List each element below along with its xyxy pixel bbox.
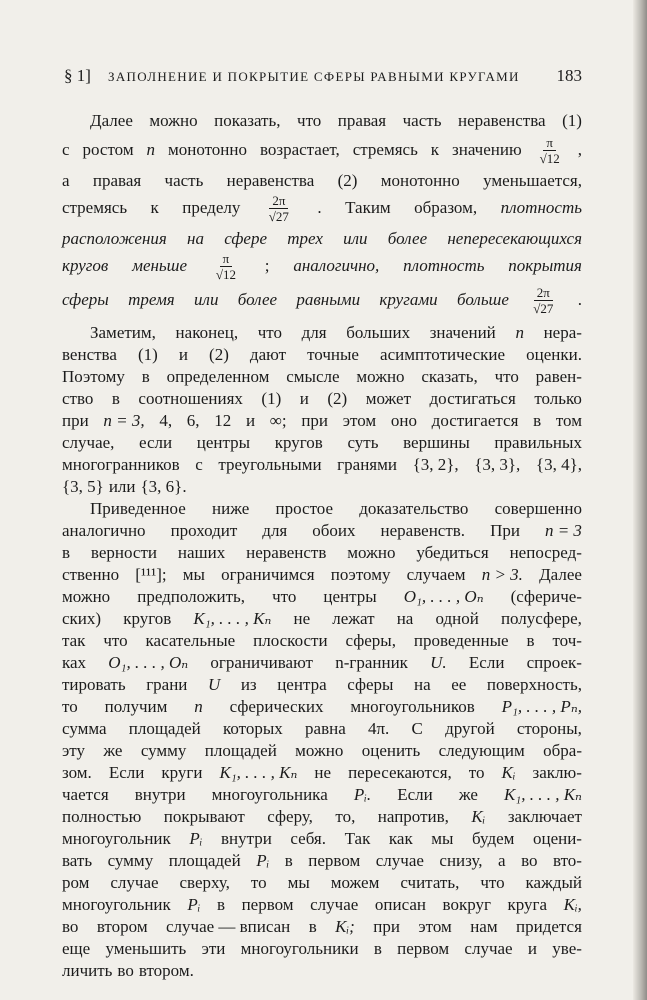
fraction-pi-sqrt12: $\frac{\pi}{√12}$ [539,134,560,166]
text-line: Далее можно показать, что правая часть неравенства (1) [90,111,582,130]
text-line: ром случае сверху, то мы можем считать, что каждый [62,873,582,892]
text-line: так что касательные плоскости сферы, проведенные в точ- [62,631,582,650]
text-line: вать сумму площадей Pᵢ в первом случае снизу, а во вто- [62,851,582,870]
text-line: личить во втором. [62,961,194,980]
text-line: эту же сумму площадей можно оценить следующим обра- [62,741,582,760]
text-line: чается внутри многоугольника Pᵢ. Если же K₁, . . . , Kₙ [62,785,582,804]
fraction-2pi-sqrt27: $\frac{2\pi}{√27}$ [533,284,554,316]
text-line: венства (1) и (2) дают точные асимптотические оценки. [62,345,582,364]
fraction-2pi-sqrt27: $\frac{2\pi}{√27}$ [268,192,289,224]
text-line: ство в соотношениях (1) и (2) может достигаться только [62,389,582,408]
text-line: то получим n сферических многоугольников P₁, . . . , Pₙ, [62,697,582,716]
text-line: многоугольник Pᵢ внутри себя. Так как мы будем оцени- [62,829,582,848]
text-line: {3, 5} или {3, 6}. [62,477,187,496]
text-line: зом. Если круги K₁, . . . , Kₙ не пересекаются, то Kᵢ заклю- [62,763,582,782]
running-title: ЗАПОЛНЕНИЕ И ПОКРЫТИЕ СФЕРЫ РАВНЫМИ КРУГАМИ [108,69,520,84]
text-line: еще уменьшить эти многоугольники в первом случае и уве- [62,939,582,958]
text-line: ках O₁, . . . , Oₙ ограничивают n-гранник U. Если спроек- [62,653,582,672]
text-line: а правая часть неравенства (2) монотонно уменьшается, [62,171,582,190]
text-line: Заметим, наконец, что для больших значений n нера- [90,323,582,342]
text-line: сумма площадей которых равна 4π. С другой стороны, [62,719,582,738]
text-line: при n = 3, 4, 6, 12 и ∞; при этом оно достигается в том [62,411,582,430]
fraction-pi-sqrt12: $\frac{\pi}{√12}$ [215,250,236,282]
text-line: многоугольник Pᵢ в первом случае описан вокруг круга Kᵢ, [62,895,582,914]
text-line: во втором случае — вписан в Kᵢ; при этом нам придется [62,917,582,936]
text-line: с ростом n монотонно возрастает, стремясь к значению $\frac{\pi}{√12}$ , [62,134,582,166]
section-marker: § 1] [64,66,91,85]
text-line: аналогично проходит для обоих неравенств. При n = 3 [62,521,582,540]
book-spine-shadow [633,0,647,1000]
text-line: ственно [¹¹¹]; мы ограничимся поэтому случаем n > 3. Далее [62,565,582,584]
text-line: многогранников с треугольными гранями {3, 2}, {3, 3}, {3, 4}, [62,455,582,474]
text-line: стремясь к пределу $\frac{2\pi}{√27}$ . Таким образом, плотность [62,192,582,224]
text-line: полностью покрывают сферу, то, напротив, Kᵢ заключает [62,807,582,826]
text-line: ских) кругов K₁, . . . , Kₙ не лежат на одной полусфере, [62,609,582,628]
text-line: расположения на сфере трех или более непересекающихся [62,229,582,248]
text-line: Поэтому в определенном смысле можно сказать, что равен- [62,367,582,386]
text-line: можно предположить, что центры O₁, . . . , Oₙ (сфериче- [62,587,582,606]
text-line: тировать грани U из центра сферы на ее поверхность, [62,675,582,694]
page-number: 183 [556,66,582,85]
text-line: сферы тремя или более равными кругами больше $\frac{2\pi}{√27}$ . [62,284,582,316]
text-line: случае, если центры кругов суть вершины правильных [62,433,582,452]
text-line: кругов меньше $\frac{\pi}{√12}$ ; аналогично, плотность покрытия [62,250,582,282]
text-line: в верности наших неравенств можно убедиться непосред- [62,543,582,562]
running-header [64,66,582,92]
text-line: Приведенное ниже простое доказательство совершенно [90,499,582,518]
